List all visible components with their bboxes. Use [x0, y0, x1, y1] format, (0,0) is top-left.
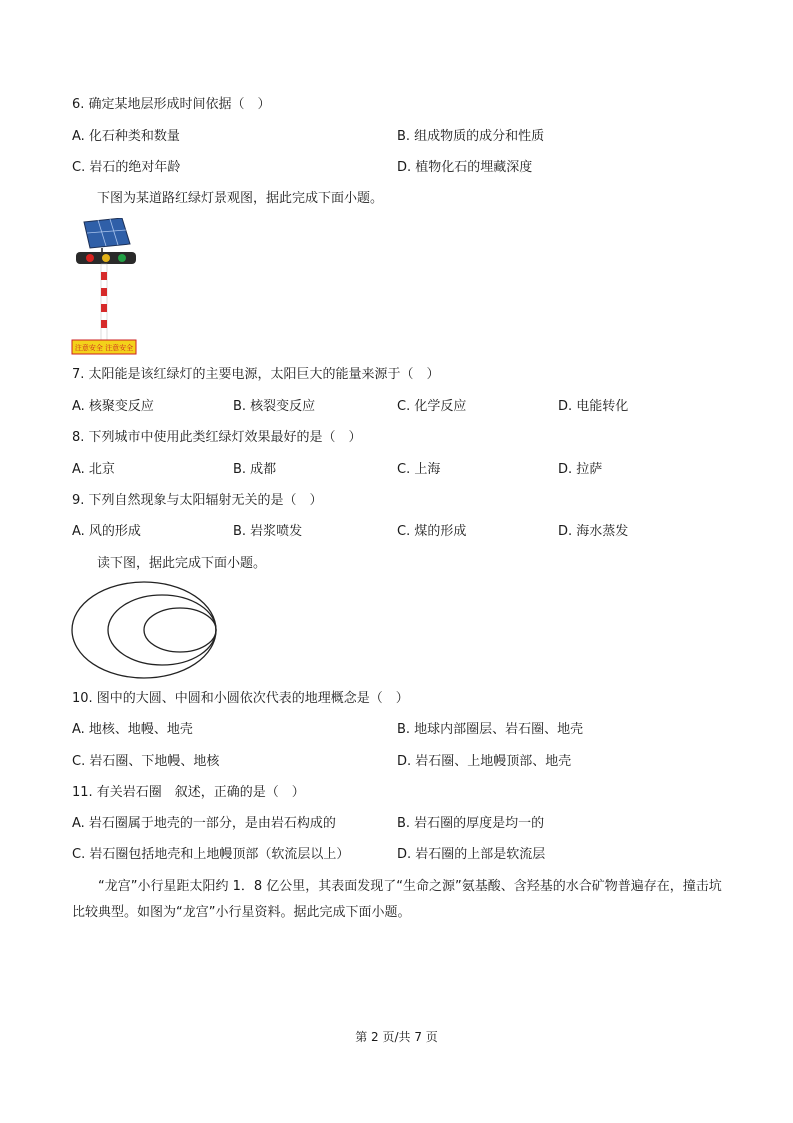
q7-stem: 7. 太阳能是该红绿灯的主要电源，太阳巨大的能量来源于（ ） [72, 367, 440, 382]
q11-option-b: B. 岩石圈的厚度是均一的 [397, 816, 545, 831]
q6-option-d: D. 植物化石的埋藏深度 [397, 160, 533, 175]
q6-option-c: C. 岩石的绝对年龄 [72, 160, 181, 175]
nested-circles-diagram [70, 580, 220, 680]
solar-traffic-light-image [70, 218, 140, 358]
small-circle [144, 608, 216, 652]
q10-option-b: B. 地球内部圈层、岩石圈、地壳 [397, 722, 584, 737]
ryugu-paragraph: “龙宫”小行星距太阳约 1．8 亿公里，其表面发现了“生命之源”氨基酸、含羟基的水合矿物普遍存在，撞击坑比较典型。如图为“龙宫”小行星资料。据此完成下面小题。 [72, 879, 722, 920]
q7-option-a: A. 核聚变反应 [72, 399, 154, 414]
q9-option-d: D. 海水蒸发 [558, 524, 629, 539]
q11-option-c: C. 岩石圈包括地壳和上地幔顶部（软流层以上） [72, 847, 350, 862]
medium-circle [108, 595, 216, 665]
lamp-sign-text: 注意安全 注意安全 [74, 344, 134, 352]
q11-option-a: A. 岩石圈属于地壳的一部分，是由岩石构成的 [72, 816, 336, 831]
q8-option-b: B. 成都 [233, 462, 277, 477]
q7-option-c: C. 化学反应 [397, 399, 467, 414]
q10-option-a: A. 地核、地幔、地壳 [72, 722, 193, 737]
q7-option-d: D. 电能转化 [558, 399, 629, 414]
q10-option-c: C. 岩石圈、下地幔、地核 [72, 754, 220, 769]
q8-option-d: D. 拉萨 [558, 462, 603, 477]
intro-circles: 读下图，据此完成下面小题。 [97, 556, 267, 571]
q10-stem: 10. 图中的大圆、中圆和小圆依次代表的地理概念是（ ） [72, 691, 409, 706]
page-footer: 第 2 页/共 7 页 [355, 1030, 438, 1044]
q7-option-b: B. 核裂变反应 [233, 399, 316, 414]
q6-option-b: B. 组成物质的成分和性质 [397, 129, 545, 144]
q9-option-b: B. 岩浆喷发 [233, 524, 303, 539]
q9-stem: 9. 下列自然现象与太阳辐射无关的是（ ） [72, 493, 323, 508]
q11-option-d: D. 岩石圈的上部是软流层 [397, 847, 546, 862]
intro-traffic-light: 下图为某道路红绿灯景观图，据此完成下面小题。 [97, 191, 384, 206]
q8-option-c: C. 上海 [397, 462, 441, 477]
q8-option-a: A. 北京 [72, 462, 115, 477]
q6-option-a: A. 化石种类和数量 [72, 129, 180, 144]
q8-stem: 8. 下列城市中使用此类红绿灯效果最好的是（ ） [72, 430, 362, 445]
q11-stem: 11. 有关岩石圈 叙述，正确的是（ ） [72, 785, 305, 800]
q9-option-a: A. 风的形成 [72, 524, 141, 539]
q10-option-d: D. 岩石圈、上地幔顶部、地壳 [397, 754, 572, 769]
q6-stem: 6. 确定某地层形成时间依据（ ） [72, 97, 271, 112]
q9-option-c: C. 煤的形成 [397, 524, 467, 539]
